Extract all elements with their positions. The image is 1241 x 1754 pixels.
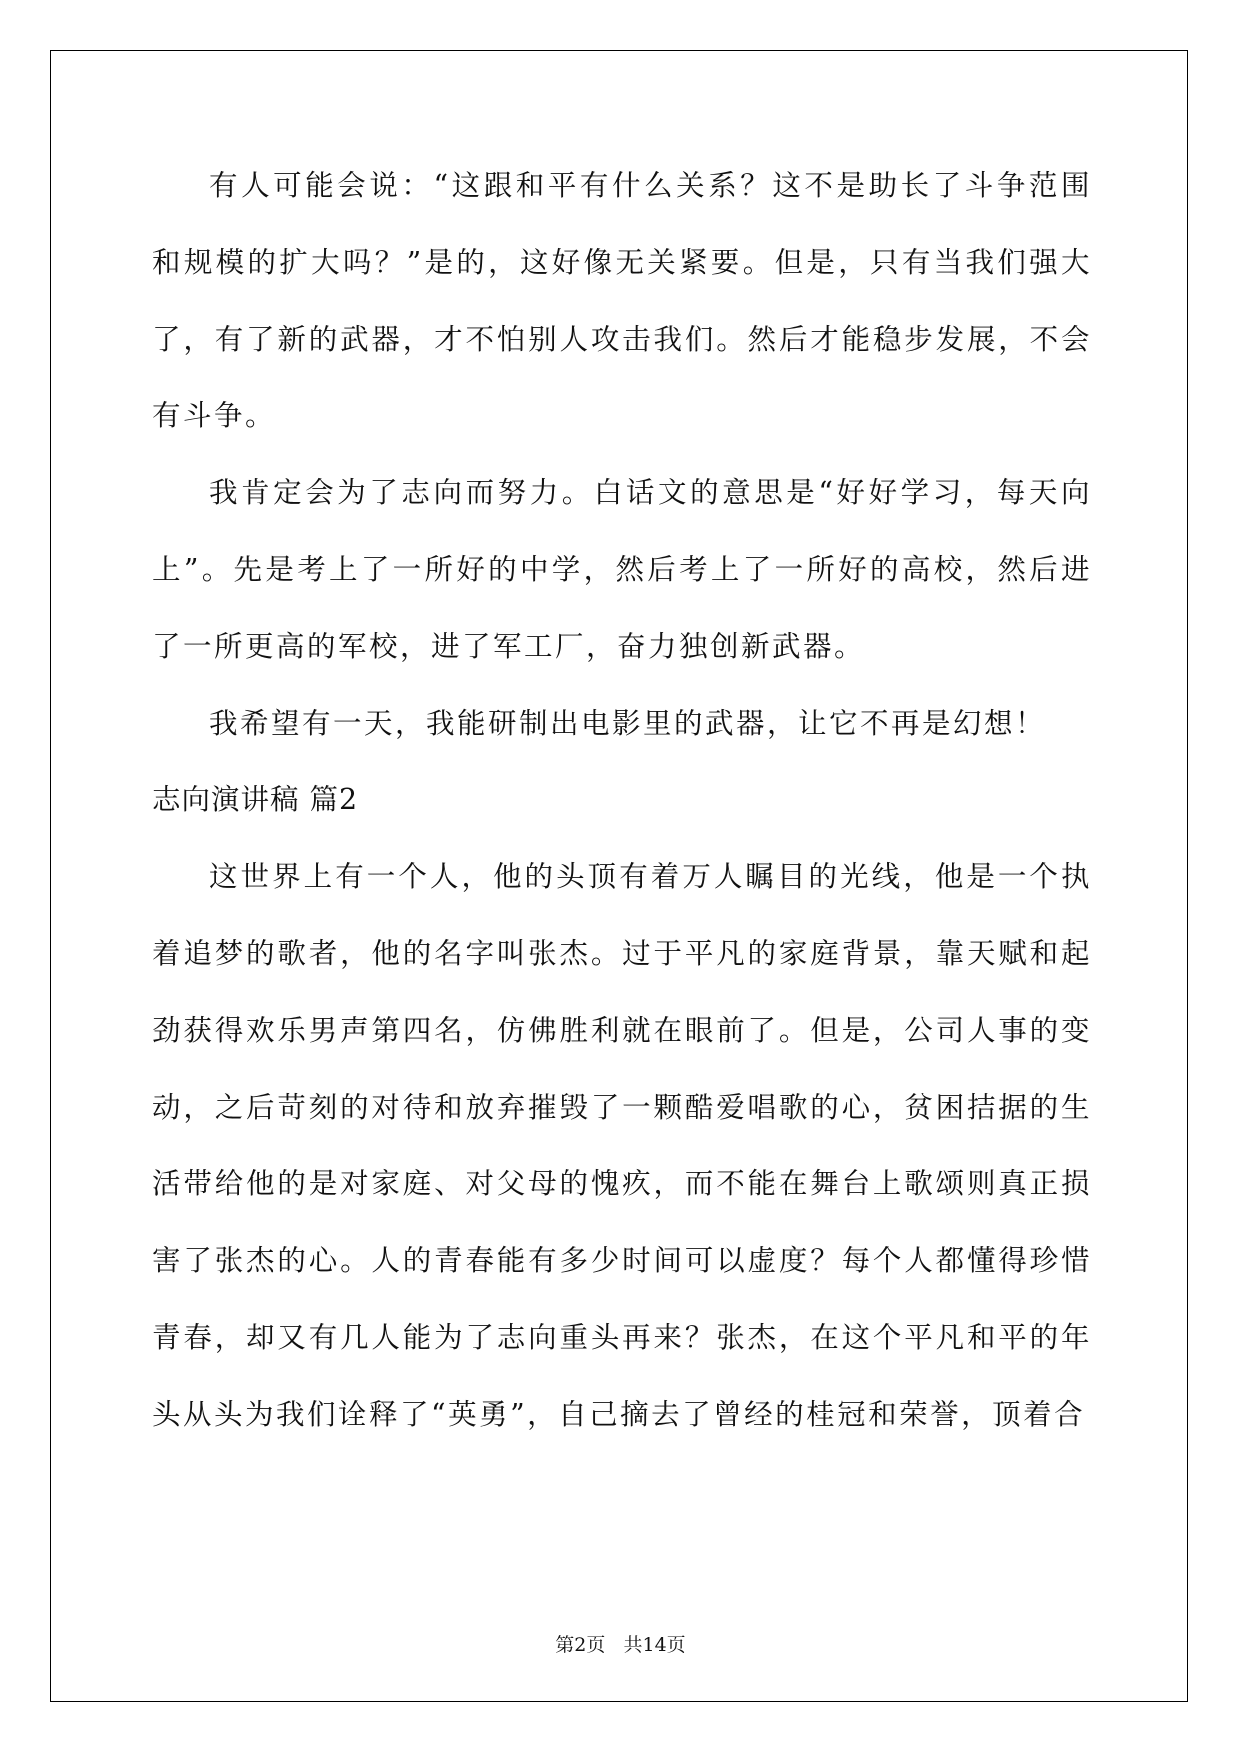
document-body: [152, 148, 1092, 1454]
page-footer: 第2页 共14页: [555, 1634, 686, 1656]
paragraph: 我希望有一天，我能研制出电影里的武器，让它不再是幻想！: [209, 706, 1047, 740]
paragraph: 这世界上有一个人，他的头顶有着万人瞩目的光线，他是一个执着追梦的歌者，他的名字叫张杰。过于平凡的家庭背景，靠天赋和起劲获得欢乐男声第四名，仿佛胜利就在眼前了。但是，公司人事的变动，之后苛刻的对待和放弃摧毁了一颗酷爱唱歌的心，贫困拮据的生活带给他的是对家庭、对父母的愧疚，而不能在舞台上歌颂则真正损害了张杰的心。人的青春能有多少时间可以虚度？每个人都懂得珍惜青春，却又有几人能为了志向重头再来？张杰，在这个平凡和平的年头从头为我们诠释了“英勇”，自己摘去了曾经的桂冠和荣誉，顶着合: [152, 860, 1092, 1431]
paragraph: 我肯定会为了志向而努力。白话文的意思是“好好学习，每天向上”。先是考上了一所好的中学，然后考上了一所好的高校，然后进了一所更高的军校，进了军工厂，奋力独创新武器。: [152, 476, 1092, 663]
section-title: 志向演讲稿 篇2: [152, 783, 359, 817]
paragraph: 有人可能会说：“这跟和平有什么关系？这不是助长了斗争范围和规模的扩大吗？”是的，这好像无关紧要。但是，只有当我们强大了，有了新的武器，才不怕别人攻击我们。然后才能稳步发展，不会有斗争。: [152, 169, 1092, 433]
